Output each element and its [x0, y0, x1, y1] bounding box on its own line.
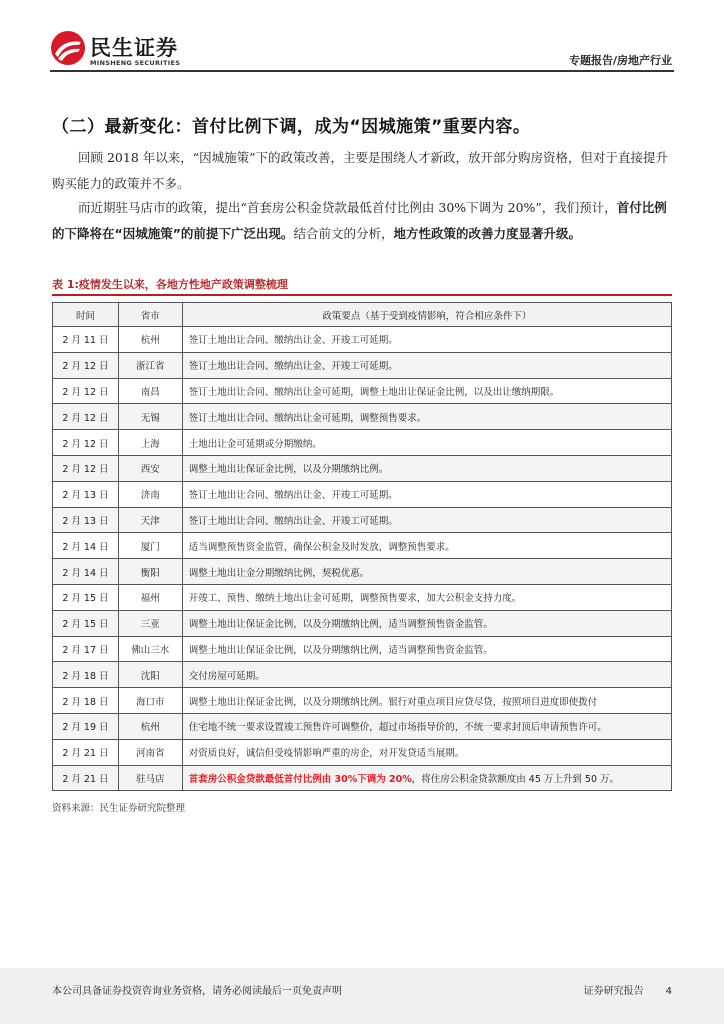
row-city: 上海	[118, 430, 182, 456]
table-row	[53, 739, 672, 765]
highlighted-policy-text: 首套房公积金贷款最低首付比例由 30%下调为 20%	[188, 773, 412, 785]
row-points	[182, 765, 671, 791]
table-row	[53, 507, 672, 533]
footer-disclaimer: 本公司具备证券投资咨询业务资格，请务必阅读最后一页免责声明	[52, 986, 342, 997]
row-city: 无锡	[118, 404, 182, 430]
page-header	[0, 0, 724, 80]
table-row	[53, 688, 672, 714]
row-city: 西安	[118, 455, 182, 481]
table-row	[53, 430, 672, 456]
table-row	[53, 352, 672, 378]
row-city: 福州	[118, 584, 182, 610]
row-city: 济南	[118, 481, 182, 507]
table-row	[53, 378, 672, 404]
row-points: 签订土地出让合同、缴纳出让金可延期，调整土地出让保证金比例，以及出让缴纳期限。	[182, 378, 671, 404]
row-city: 河南省	[118, 739, 182, 765]
table-row	[53, 481, 672, 507]
row-city: 天津	[118, 507, 182, 533]
row-city: 杭州	[118, 713, 182, 739]
row-date: 2 月 14 日	[53, 559, 119, 585]
row-date: 2 月 12 日	[53, 455, 119, 481]
row-date: 2 月 15 日	[53, 610, 119, 636]
row-date: 2 月 17 日	[53, 636, 119, 662]
row-points: 交付房屋可延期。	[182, 662, 671, 688]
page-number: 4	[665, 986, 672, 997]
row-date: 2 月 15 日	[53, 584, 119, 610]
header-points: 政策要点（基于受到疫情影响，符合相应条件下）	[182, 303, 671, 327]
row-points: 签订土地出让合同、缴纳出让金、开竣工可延期。	[182, 507, 671, 533]
row-city: 衡阳	[118, 559, 182, 585]
row-points: 签订土地出让合同、缴纳出让金可延期，调整预售要求。	[182, 404, 671, 430]
row-city: 杭州	[118, 327, 182, 353]
outlook-text-2: 结合前文的分析，	[293, 226, 394, 241]
policy-table	[52, 302, 672, 791]
paragraph-review: 回顾 2018 年以来，“因城施策”下的政策改善，主要是围绕人才新政，放开部分购房资格，但对于直接提升购买能力的政策并不多。	[52, 150, 669, 191]
row-date: 2 月 14 日	[53, 533, 119, 559]
minsheng-logo-icon	[50, 30, 86, 66]
row-city: 浙江省	[118, 352, 182, 378]
table-header-row	[53, 303, 672, 327]
table-row	[53, 327, 672, 353]
row-points: 土地出让金可延期或分期缴纳。	[182, 430, 671, 456]
table-row	[53, 533, 672, 559]
outlook-bold-2: 地方性政策的改善力度显著升级。	[393, 226, 581, 241]
row-date: 2 月 13 日	[53, 481, 119, 507]
row-points: 调整土地出让金分期缴纳比例，契税优惠。	[182, 559, 671, 585]
page-footer	[0, 968, 724, 1024]
report-category: 专题报告/房地产行业	[568, 54, 672, 67]
row-points: 对资质良好，诚信但受疫情影响严重的房企，对开发贷适当展期。	[182, 739, 671, 765]
table-caption: 表 1:疫情发生以来，各地方性地产政策调整梳理	[52, 278, 288, 291]
table-row	[53, 584, 672, 610]
table-row-zhumadian	[53, 765, 672, 791]
row-points: 开竣工、预售、缴纳土地出让金可延期，调整预售要求，加大公积金支持力度。	[182, 584, 671, 610]
row-date: 2 月 18 日	[53, 662, 119, 688]
policy-text-rest: ，将住房公积金贷款额度由 45 万上升到 50 万。	[411, 773, 620, 785]
source-note: 资料来源：民生证券研究院整理	[52, 803, 186, 814]
header-date: 时间	[53, 303, 119, 327]
table-row	[53, 610, 672, 636]
row-points: 调整土地出让保证金比例，以及分期缴纳比例。银行对重点项目应贷尽贷，按照项目进度即使拨付	[182, 688, 671, 714]
table-row	[53, 713, 672, 739]
outlook-text-1: 而近期驻马店市的政策，提出“首套房公积金贷款最低首付比例由 30%下调为 20%”，我们预计，	[78, 200, 617, 215]
table-row	[53, 455, 672, 481]
caption-divider	[52, 294, 672, 296]
table-row	[53, 662, 672, 688]
outlook-bold-1: 首付比例的下降将在“因城施策”的前提下广泛出现。	[52, 200, 667, 241]
row-date: 2 月 19 日	[53, 713, 119, 739]
header-city: 省市	[118, 303, 182, 327]
table-row	[53, 636, 672, 662]
row-city: 佛山三水	[118, 636, 182, 662]
row-date: 2 月 11 日	[53, 327, 119, 353]
header-divider	[50, 70, 674, 72]
row-date: 2 月 12 日	[53, 430, 119, 456]
table-row	[53, 559, 672, 585]
footer-doc-type: 证券研究报告	[583, 986, 644, 997]
row-date: 2 月 12 日	[53, 404, 119, 430]
row-date: 2 月 18 日	[53, 688, 119, 714]
row-points: 调整土地出让保证金比例，以及分期缴纳比例，适当调整预售资金监管。	[182, 636, 671, 662]
footer-right	[584, 982, 672, 997]
row-points: 签订土地出让合同、缴纳出让金、开竣工可延期。	[182, 481, 671, 507]
row-date: 2 月 21 日	[53, 739, 119, 765]
logo-english-name: MINSHENG SECURITIES	[90, 59, 181, 67]
row-city: 驻马店	[118, 765, 182, 791]
section-title: （二）最新变化：首付比例下调，成为“因城施策”重要内容。	[52, 117, 531, 137]
row-points: 适当调整预售资金监管，确保公积金及时发放，调整预售要求。	[182, 533, 671, 559]
paragraph-outlook	[52, 195, 672, 247]
row-date: 2 月 12 日	[53, 352, 119, 378]
row-city: 南昌	[118, 378, 182, 404]
logo-chinese-name: 民生证券	[90, 36, 178, 60]
row-date: 2 月 13 日	[53, 507, 119, 533]
row-points: 住宅地不统一要求设置竣工预售许可调整价，超过市场指导价的，不统一要求封顶后申请预售许可。	[182, 713, 671, 739]
row-date: 2 月 21 日	[53, 765, 119, 791]
row-points: 调整土地出让保证金比例，以及分期缴纳比例，适当调整预售资金监管。	[182, 610, 671, 636]
row-city: 厦门	[118, 533, 182, 559]
row-date: 2 月 12 日	[53, 378, 119, 404]
row-city: 海口市	[118, 688, 182, 714]
row-city: 沈阳	[118, 662, 182, 688]
row-points: 调整土地出让保证金比例，以及分期缴纳比例。	[182, 455, 671, 481]
row-points: 签订土地出让合同、缴纳出让金、开竣工可延期。	[182, 327, 671, 353]
company-logo	[50, 30, 190, 70]
row-points: 签订土地出让合同、缴纳出让金、开竣工可延期。	[182, 352, 671, 378]
row-city: 三亚	[118, 610, 182, 636]
table-body	[53, 327, 672, 791]
table-row	[53, 404, 672, 430]
